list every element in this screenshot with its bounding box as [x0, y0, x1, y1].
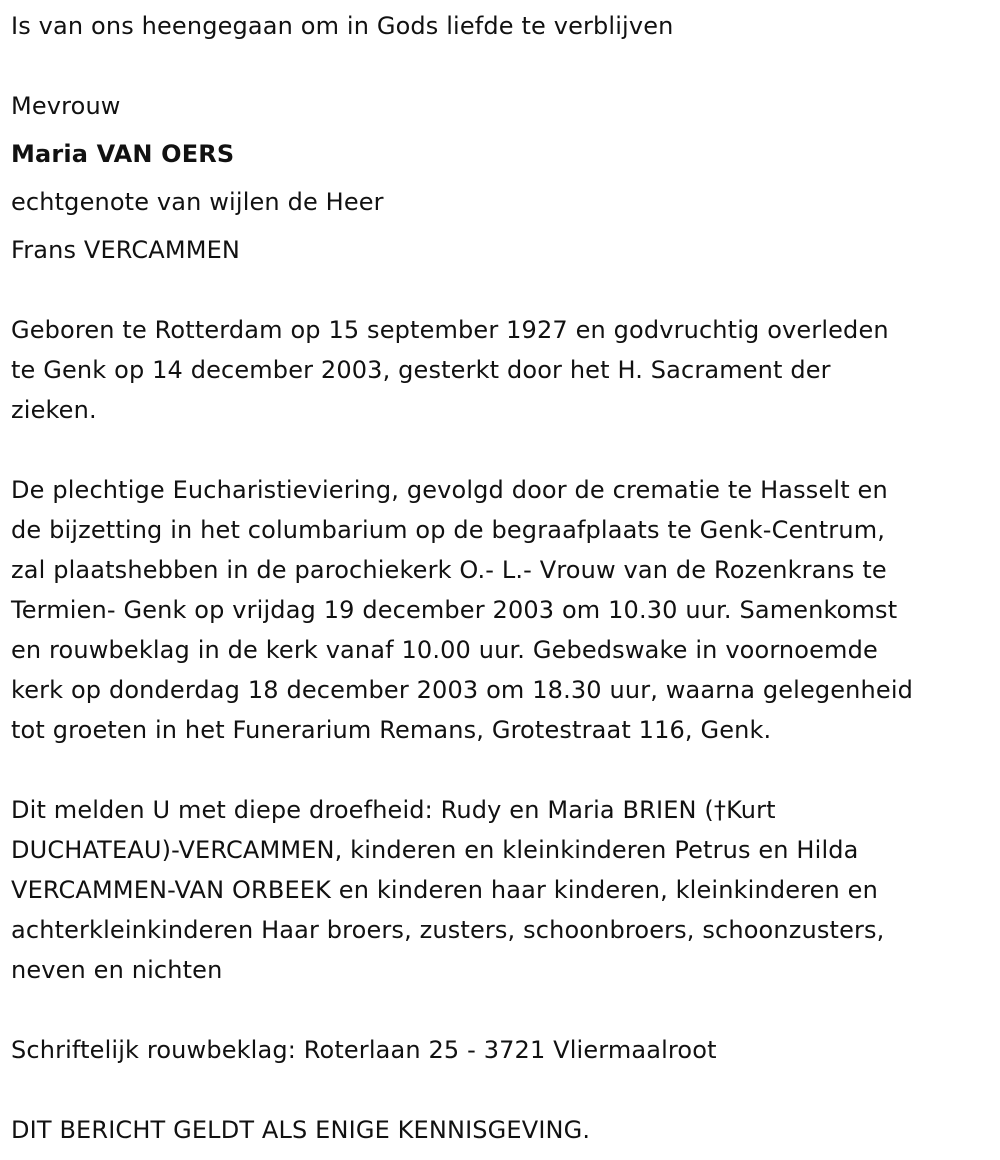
paragraph-line: zieken.	[11, 396, 97, 424]
paragraph-line: tot groeten in het Funerarium Remans, Grotestraat 116, Genk.	[11, 716, 772, 744]
paragraph-line: zal plaatshebben in de parochiekerk O.- L.- Vrouw van de Rozenkrans te	[11, 556, 887, 584]
paragraph-line: neven en nichten	[11, 956, 223, 984]
paragraph-line: De plechtige Eucharistieviering, gevolgd door de crematie te Hasselt en	[11, 476, 888, 504]
birth-death-paragraph	[11, 310, 996, 430]
paragraph-line: VERCAMMEN-VAN ORBEEK en kinderen haar kinderen, kleinkinderen en	[11, 876, 878, 904]
relation-line: echtgenote van wijlen de Heer	[11, 188, 384, 216]
condolence-address: Schriftelijk rouwbeklag: Roterlaan 25 - 3721 Vliermaalroot	[11, 1036, 717, 1064]
paragraph-line: te Genk op 14 december 2003, gesterkt door het H. Sacrament der	[11, 356, 831, 384]
paragraph-line: de bijzetting in het columbarium op de begraafplaats te Genk-Centrum,	[11, 516, 885, 544]
ceremony-paragraph	[11, 470, 996, 750]
paragraph-line: Termien- Genk op vrijdag 19 december 2003 om 10.30 uur. Samenkomst	[11, 596, 898, 624]
paragraph-line: achterkleinkinderen Haar broers, zusters, schoonbroers, schoonzusters,	[11, 916, 885, 944]
paragraph-line: Dit melden U met diepe droefheid: Rudy en Maria BRIEN (†Kurt	[11, 796, 776, 824]
paragraph-line: Geboren te Rotterdam op 15 september 1927 en godvruchtig overleden	[11, 316, 889, 344]
paragraph-line: kerk op donderdag 18 december 2003 om 18.30 uur, waarna gelegenheid	[11, 676, 914, 704]
announcement-paragraph	[11, 790, 996, 990]
spouse-name: Frans VERCAMMEN	[11, 236, 240, 264]
paragraph-line: DUCHATEAU)-VERCAMMEN, kinderen en kleinkinderen Petrus en Hilda	[11, 836, 859, 864]
honorific: Mevrouw	[11, 92, 121, 120]
paragraph-line: en rouwbeklag in de kerk vanaf 10.00 uur. Gebedswake in voornoemde	[11, 636, 878, 664]
intro-line: Is van ons heengegaan om in Gods liefde te verblijven	[11, 12, 674, 40]
deceased-name: Maria VAN OERS	[11, 140, 235, 168]
closing-statement: DIT BERICHT GELDT ALS ENIGE KENNISGEVING.	[11, 1116, 591, 1144]
